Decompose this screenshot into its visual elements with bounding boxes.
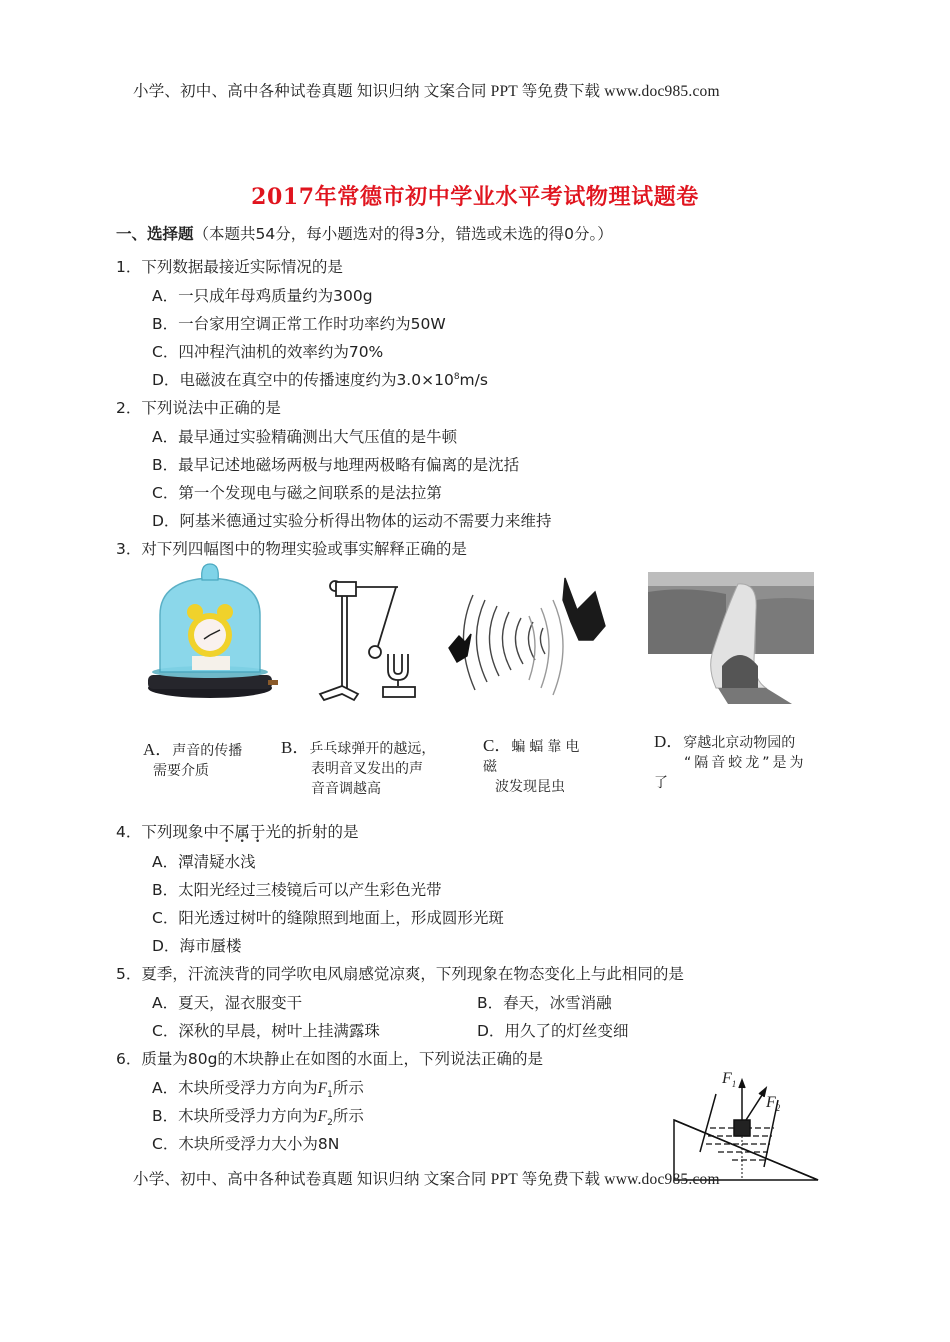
caption-figure-d: D．穿越北京动物园的 “隔音蛟龙”是为 了 [654,732,807,791]
caption-figure-b: B．乒乓球弹开的越远， 表明音叉发出的声 音音调越高 [281,738,436,797]
q6-option-a: A．木块所受浮力方向为$F_1$所示 [152,1079,364,1101]
question-3-stem: 3．对下列四幅图中的物理实验或事实解释正确的是 [116,540,467,558]
page-footer: 小学、初中、高中各种试卷真题 知识归纳 文案合同 PPT 等免费下载 www.doc985.com [133,1171,720,1188]
page-title: 2017年常德市初中学业水平考试物理试题卷 [251,184,699,210]
force-label-f2: $F_2$ [766,1094,781,1114]
q2-option-b: B．最早记述地磁场两极与地理两极略有偏离的是沈括 [152,456,520,474]
question-2-stem: 2．下列说法中正确的是 [116,399,281,417]
q6-option-b: B．木块所受浮力方向为$F_2$所示 [152,1107,364,1129]
q6-option-c: C．木块所受浮力大小为8N [152,1135,340,1153]
q1-option-b: B．一台家用空调正常工作时功率约为50W [152,315,446,333]
q2-option-c: C．第一个发现电与磁之间联系的是法拉第 [152,484,442,502]
section-label: 一、选择题 [116,225,194,243]
q1-option-c: C．四冲程汽油机的效率约为70% [152,343,384,361]
q5-option-a: A．夏天，湿衣服变干 [152,994,303,1012]
caption-figure-c: C．蝙蝠靠电 磁 波发现昆虫 [483,736,584,795]
q1-option-a: A．一只成年母鸡质量约为300g [152,287,373,305]
figure-bell-jar-alarm-clock [140,560,280,705]
question-4-stem: 4．下列现象中不属于光的折射的是 [116,823,359,841]
force-label-f1: $F_1$ [722,1070,737,1090]
q4-option-a: A．潭清疑水浅 [152,853,256,871]
page-header: 小学、初中、高中各种试卷真题 知识归纳 文案合同 PPT 等免费下载 www.doc985.com [133,83,720,100]
caption-figure-a: A．声音的传播 需要介质 [143,740,243,779]
figure-bat-echolocation [445,570,615,710]
q2-option-d: D．阿基米德通过实验分析得出物体的运动不需要力来维持 [152,512,552,530]
q5-option-c: C．深秋的早晨，树叶上挂满露珠 [152,1022,380,1040]
q1-option-d: D．电磁波在真空中的传播速度约为$3.0\times 10^8m/s$ [152,371,488,389]
q4-option-d: D．海市蜃楼 [152,937,242,955]
q5-option-d: D．用久了的灯丝变细 [477,1022,629,1040]
figure-tuning-fork-pendulum [308,572,438,702]
q4-option-c: C．阳光透过树叶的缝隙照到地面上，形成圆形光斑 [152,909,504,927]
section-heading [116,222,613,244]
question-text: 下列数据最接近实际情况的是 [141,258,343,276]
section-note: （本题共54分，每小题选对的得3分，错选或未选的得0分。） [193,225,613,243]
q5-option-b: B．春天，冰雪消融 [477,994,612,1012]
q4-option-b: B．太阳光经过三棱镜后可以产生彩色光带 [152,881,442,899]
question-number: 1． [116,258,142,276]
question-1-stem [116,255,343,277]
question-6-stem: 6．质量为80g的木块静止在如图的水面上，下列说法正确的是 [116,1050,543,1068]
q2-option-a: A．最早通过实验精确测出大气压值的是牛顿 [152,428,458,446]
question-5-stem: 5．夏季，汗流浃背的同学吹电风扇感觉凉爽，下列现象在物态变化上与此相同的是 [116,965,684,983]
figure-sound-insulation-tunnel [646,570,816,705]
